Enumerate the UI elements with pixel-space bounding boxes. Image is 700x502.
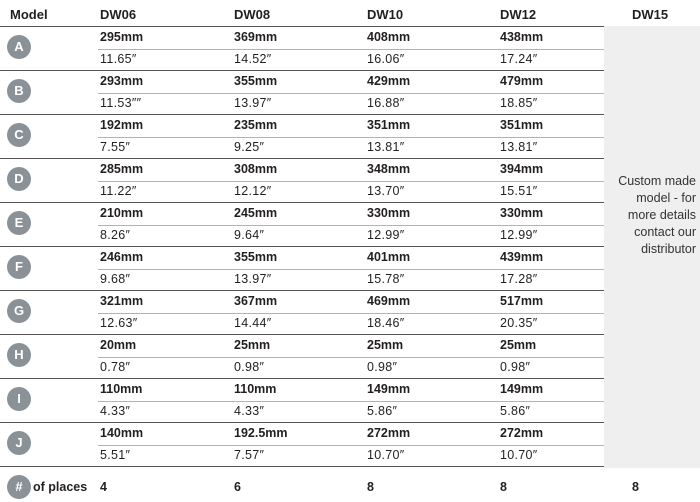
value-mm: 351mm	[500, 118, 544, 132]
value-mm: 408mm	[367, 30, 411, 44]
value-mm: 348mm	[367, 162, 411, 176]
header-dw10: DW10	[367, 7, 404, 22]
value-mm: 235mm	[234, 118, 278, 132]
value-inch: 5.86″	[500, 404, 531, 418]
places-row	[0, 472, 700, 502]
value-mm: 245mm	[234, 206, 278, 220]
value-inch: 11.22″	[100, 184, 137, 198]
value-mm: 149mm	[367, 382, 411, 396]
value-inch: 13.70″	[367, 184, 405, 198]
value-inch: 9.25″	[234, 140, 265, 154]
value-mm: 192.5mm	[234, 426, 288, 440]
row-half-divider	[98, 181, 604, 182]
dimension-row	[0, 203, 604, 247]
value-inch: 16.06″	[367, 52, 405, 66]
dimension-row	[0, 423, 604, 467]
dimension-row	[0, 115, 604, 159]
places-dw15: 8	[632, 480, 639, 494]
value-mm: 517mm	[500, 294, 544, 308]
value-mm: 394mm	[500, 162, 544, 176]
value-mm: 246mm	[100, 250, 144, 264]
row-half-divider	[98, 225, 604, 226]
dimension-badge: G	[7, 299, 31, 323]
value-inch: 7.55″	[100, 140, 131, 154]
value-inch: 4.33″	[100, 404, 131, 418]
value-inch: 18.85″	[500, 96, 538, 110]
value-mm: 110mm	[100, 382, 143, 396]
custom-model-note: Custom made model - for more details contact our distributor	[618, 174, 696, 256]
value-mm: 321mm	[100, 294, 144, 308]
dimension-row	[0, 291, 604, 335]
value-mm: 355mm	[234, 74, 278, 88]
places-label: of places	[33, 480, 88, 494]
value-inch: 7.57″	[234, 448, 265, 462]
value-inch: 17.24″	[500, 52, 538, 66]
places-badge: #	[7, 475, 31, 499]
value-mm: 439mm	[500, 250, 544, 264]
header-dw08: DW08	[234, 7, 271, 22]
places-dw06: 4	[100, 480, 107, 494]
value-inch: 18.46″	[367, 316, 405, 330]
dimension-row	[0, 71, 604, 115]
value-mm: 401mm	[367, 250, 411, 264]
value-mm: 110mm	[234, 382, 277, 396]
value-inch: 13.97″	[234, 96, 272, 110]
value-inch: 9.64″	[234, 228, 265, 242]
dimension-row	[0, 247, 604, 291]
value-mm: 438mm	[500, 30, 544, 44]
header-dw15: DW15	[632, 7, 669, 22]
value-mm: 369mm	[234, 30, 278, 44]
dimension-row	[0, 159, 604, 203]
value-mm: 351mm	[367, 118, 411, 132]
value-mm: 272mm	[367, 426, 411, 440]
places-dw12: 8	[500, 480, 507, 494]
dimension-badge: B	[7, 79, 31, 103]
value-inch: 13.81″	[500, 140, 538, 154]
places-dw08: 6	[234, 480, 241, 494]
row-half-divider	[98, 269, 604, 270]
dimension-badge: F	[7, 255, 31, 279]
dimension-badge: H	[7, 343, 31, 367]
value-inch: 14.52″	[234, 52, 272, 66]
value-inch: 10.70″	[500, 448, 538, 462]
value-mm: 149mm	[500, 382, 544, 396]
value-inch: 12.12″	[234, 184, 272, 198]
value-inch: 8.26″	[100, 228, 131, 242]
row-divider	[0, 466, 604, 467]
header-model: Model	[10, 7, 48, 22]
value-inch: 17.28″	[500, 272, 538, 286]
value-inch: 15.51″	[500, 184, 538, 198]
dimension-badge: A	[7, 35, 31, 59]
dimension-row	[0, 335, 604, 379]
dimension-badge: I	[7, 387, 31, 411]
value-inch: 12.99″	[367, 228, 405, 242]
value-mm: 25mm	[500, 338, 537, 352]
value-mm: 25mm	[367, 338, 404, 352]
dimension-badge: E	[7, 211, 31, 235]
value-inch: 12.99″	[500, 228, 538, 242]
value-mm: 295mm	[100, 30, 144, 44]
header-dw06: DW06	[100, 7, 137, 22]
value-mm: 272mm	[500, 426, 544, 440]
value-mm: 330mm	[500, 206, 544, 220]
value-inch: 9.68″	[100, 272, 131, 286]
dimension-badge: J	[7, 431, 31, 455]
value-mm: 140mm	[100, 426, 144, 440]
value-mm: 330mm	[367, 206, 411, 220]
value-mm: 210mm	[100, 206, 144, 220]
value-mm: 429mm	[367, 74, 411, 88]
value-inch: 16.88″	[367, 96, 405, 110]
value-inch: 0.98″	[500, 360, 531, 374]
value-mm: 293mm	[100, 74, 144, 88]
value-mm: 308mm	[234, 162, 278, 176]
value-inch: 10.70″	[367, 448, 405, 462]
value-inch: 0.98″	[367, 360, 398, 374]
value-inch: 14.44″	[234, 316, 272, 330]
value-inch: 11.65″	[100, 52, 137, 66]
value-inch: 20.35″	[500, 316, 538, 330]
value-mm: 285mm	[100, 162, 144, 176]
row-half-divider	[98, 313, 604, 314]
dimension-badge: D	[7, 167, 31, 191]
value-mm: 25mm	[234, 338, 271, 352]
value-inch: 5.86″	[367, 404, 398, 418]
row-half-divider	[98, 49, 604, 50]
value-inch: 4.33″	[234, 404, 265, 418]
row-half-divider	[98, 137, 604, 138]
value-inch: 15.78″	[367, 272, 405, 286]
value-mm: 479mm	[500, 74, 544, 88]
value-inch: 13.97″	[234, 272, 272, 286]
value-mm: 367mm	[234, 294, 278, 308]
value-mm: 355mm	[234, 250, 278, 264]
value-mm: 20mm	[100, 338, 137, 352]
value-inch: 12.63″	[100, 316, 138, 330]
value-inch: 5.51″	[100, 448, 131, 462]
value-mm: 469mm	[367, 294, 411, 308]
row-half-divider	[98, 93, 604, 94]
value-inch: 11.53″″	[100, 96, 142, 110]
value-inch: 13.81″	[367, 140, 405, 154]
header-dw12: DW12	[500, 7, 537, 22]
value-mm: 192mm	[100, 118, 144, 132]
places-dw10: 8	[367, 480, 374, 494]
dimension-row	[0, 379, 604, 423]
value-inch: 0.78″	[100, 360, 131, 374]
dimension-badge: C	[7, 123, 31, 147]
row-half-divider	[98, 401, 604, 402]
row-half-divider	[98, 445, 604, 446]
row-half-divider	[98, 357, 604, 358]
dimension-row	[0, 27, 604, 71]
value-inch: 0.98″	[234, 360, 265, 374]
